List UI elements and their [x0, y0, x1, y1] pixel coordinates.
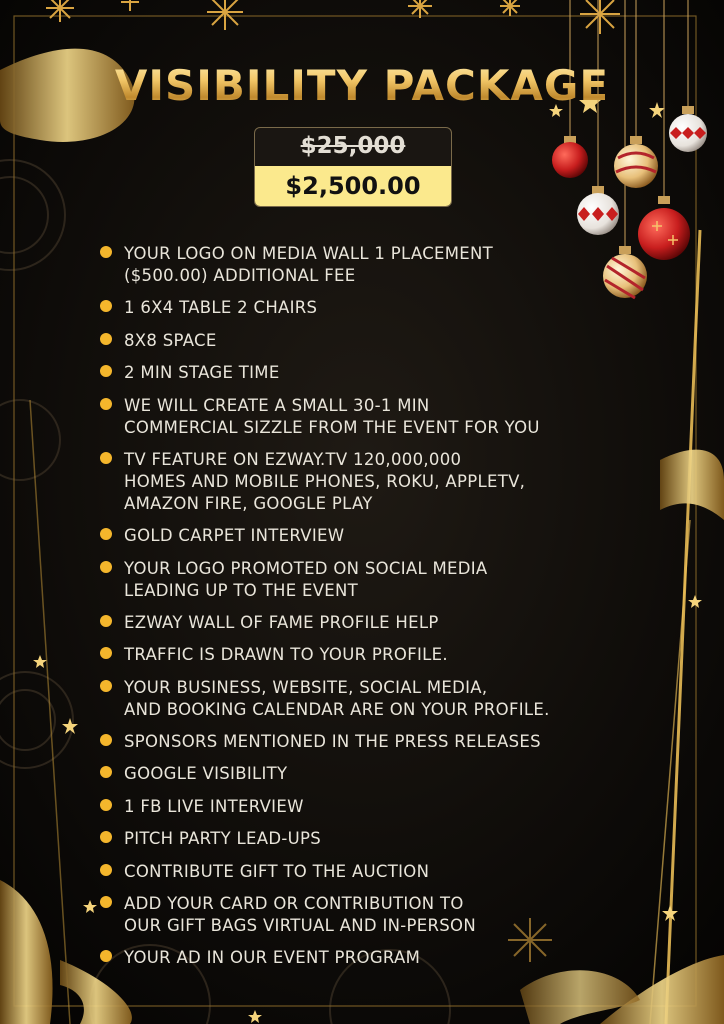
page-title: VISIBILITY PACKAGE [0, 58, 724, 114]
feature-text: YOUR AD IN OUR EVENT PROGRAM [124, 948, 421, 967]
bullet-icon [100, 950, 112, 962]
bullet-icon [100, 680, 112, 692]
feature-text: WE WILL CREATE A SMALL 30-1 MIN COMMERCIAL SIZZLE FROM THE EVENT FOR YOU [124, 396, 540, 437]
bullet-icon [100, 734, 112, 746]
feature-text: TRAFFIC IS DRAWN TO YOUR PROFILE. [124, 645, 448, 664]
bullet-icon [100, 398, 112, 410]
feature-text: YOUR LOGO PROMOTED ON SOCIAL MEDIA LEADING UP TO THE EVENT [124, 559, 488, 600]
feature-text: EZWAY WALL OF FAME PROFILE HELP [124, 613, 439, 632]
bullet-icon [100, 615, 112, 627]
feature-text: 2 MIN STAGE TIME [124, 363, 280, 382]
feature-text: SPONSORS MENTIONED IN THE PRESS RELEASES [124, 732, 541, 751]
feature-text: YOUR BUSINESS, WEBSITE, SOCIAL MEDIA, AND BOOKING CALENDAR ARE ON YOUR PROFILE. [124, 678, 550, 719]
feature-text: GOOGLE VISIBILITY [124, 764, 288, 783]
bullet-icon [100, 246, 112, 258]
bullet-icon [100, 864, 112, 876]
feature-text: YOUR LOGO ON MEDIA WALL 1 PLACEMENT ($500.00) ADDITIONAL FEE [124, 244, 494, 285]
bullet-icon [100, 766, 112, 778]
bullet-icon [100, 300, 112, 312]
bullet-icon [100, 452, 112, 464]
bullet-icon [100, 896, 112, 908]
feature-text: 1 6X4 TABLE 2 CHAIRS [124, 298, 318, 317]
feature-text: 1 FB LIVE INTERVIEW [124, 797, 304, 816]
feature-text: 8X8 SPACE [124, 331, 217, 350]
feature-text: GOLD CARPET INTERVIEW [124, 526, 345, 545]
bullet-icon [100, 528, 112, 540]
feature-text: PITCH PARTY LEAD-UPS [124, 829, 322, 848]
feature-text: TV FEATURE ON EZWAY.TV 120,000,000 HOMES AND MOBILE PHONES, ROKU, APPLETV, AMAZON FIRE, GOOGLE PLAY [124, 450, 526, 513]
bullet-icon [100, 333, 112, 345]
bullet-icon [100, 365, 112, 377]
bullet-icon [100, 647, 112, 659]
sale-price: $2,500.00 [255, 166, 451, 206]
bullet-icon [100, 799, 112, 811]
bullet-icon [100, 831, 112, 843]
bullet-icon [100, 561, 112, 573]
feature-text: CONTRIBUTE GIFT TO THE AUCTION [124, 862, 430, 881]
original-price: $25,000 [300, 133, 406, 159]
price-box [254, 127, 452, 207]
feature-text: ADD YOUR CARD OR CONTRIBUTION TO OUR GIFT BAGS VIRTUAL AND IN-PERSON [124, 894, 476, 935]
